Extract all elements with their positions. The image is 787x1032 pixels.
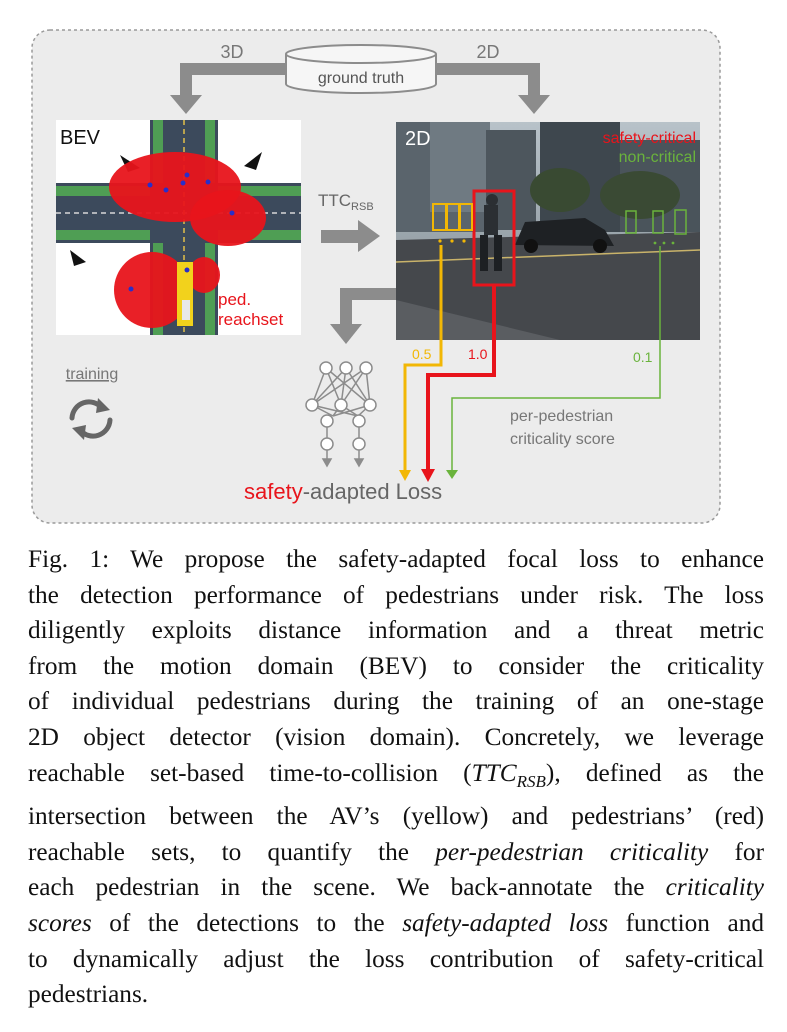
caption-line: intersection between the AV’s (yellow) and pedestrians’ (red): [28, 802, 764, 831]
caption-line: [28, 906, 764, 942]
ttc-math-sub: RSB: [516, 771, 546, 791]
caption-emphasis: safety-adapted loss: [402, 908, 609, 937]
loss-label: [244, 479, 442, 504]
caption-line: the detection performance of pedestrians under risk. The loss: [28, 580, 764, 609]
caption-line: Fig. 1: We propose the safety-adapted focal loss to enhance: [28, 545, 764, 573]
ttc-math: [471, 758, 546, 791]
caption-line: 2D object detector (vision domain). Concretely, we leverage: [28, 722, 764, 751]
camera-title: 2D: [405, 128, 431, 150]
caption-text: for: [708, 837, 764, 866]
caption-emphasis: per-pedestrian criticality: [435, 837, 709, 866]
caption-line: to dynamically adjust the loss contribution of safety-critical: [28, 944, 764, 973]
caption-line: of individual pedestrians during the training of an one-stage: [28, 687, 764, 716]
caption-line: diligently exploits distance information and a threat metric: [28, 616, 764, 645]
bev-title: BEV: [60, 127, 101, 149]
caption-text: function and: [608, 908, 764, 937]
score-value-medium: 0.5: [412, 346, 432, 362]
caption-text: reachable sets, to quantify the: [28, 837, 436, 866]
training-label: training: [65, 366, 119, 383]
caption-text: of the detections to the: [91, 908, 403, 937]
caption-emphasis: criticality: [665, 873, 764, 902]
loss-label-highlight: safety: [244, 479, 303, 504]
legend-safety-critical: safety-critical: [602, 130, 696, 147]
caption-line: pedestrians.: [28, 980, 149, 1009]
criticality-score-line2: criticality score: [510, 431, 615, 448]
score-value-noncritical: 0.1: [633, 349, 653, 365]
caption-line: [28, 756, 764, 800]
bev-image: [56, 120, 301, 335]
loss-label-rest: -adapted Loss: [302, 479, 443, 504]
ttc-label-main: TTC: [318, 191, 352, 210]
caption-line: [28, 835, 764, 871]
caption-text: reachable set-based time-to-collision (: [28, 758, 472, 787]
ground-truth-database: [286, 45, 436, 93]
bev-reachset-line1: ped.: [218, 290, 252, 309]
criticality-score-line1: per-pedestrian: [510, 408, 614, 425]
ttc-label-sub: RSB: [351, 201, 374, 213]
ground-truth-label: ground truth: [317, 70, 405, 87]
branch-label-2d: 2D: [476, 42, 500, 62]
caption-line: from the motion domain (BEV) to consider the criticality: [28, 651, 764, 680]
bev-reachset-line2: reachset: [218, 310, 284, 329]
caption-line: [28, 870, 764, 906]
score-value-critical: 1.0: [468, 346, 488, 362]
caption-text: ), defined as the: [545, 758, 764, 787]
branch-label-3d: 3D: [220, 42, 244, 62]
caption-text: each pedestrian in the scene. We back-annotate the: [28, 873, 666, 902]
caption-emphasis: scores: [28, 908, 92, 937]
ttc-math-main: TTC: [471, 758, 517, 787]
legend-non-critical: non-critical: [618, 149, 696, 166]
figure-caption: [28, 542, 764, 1013]
